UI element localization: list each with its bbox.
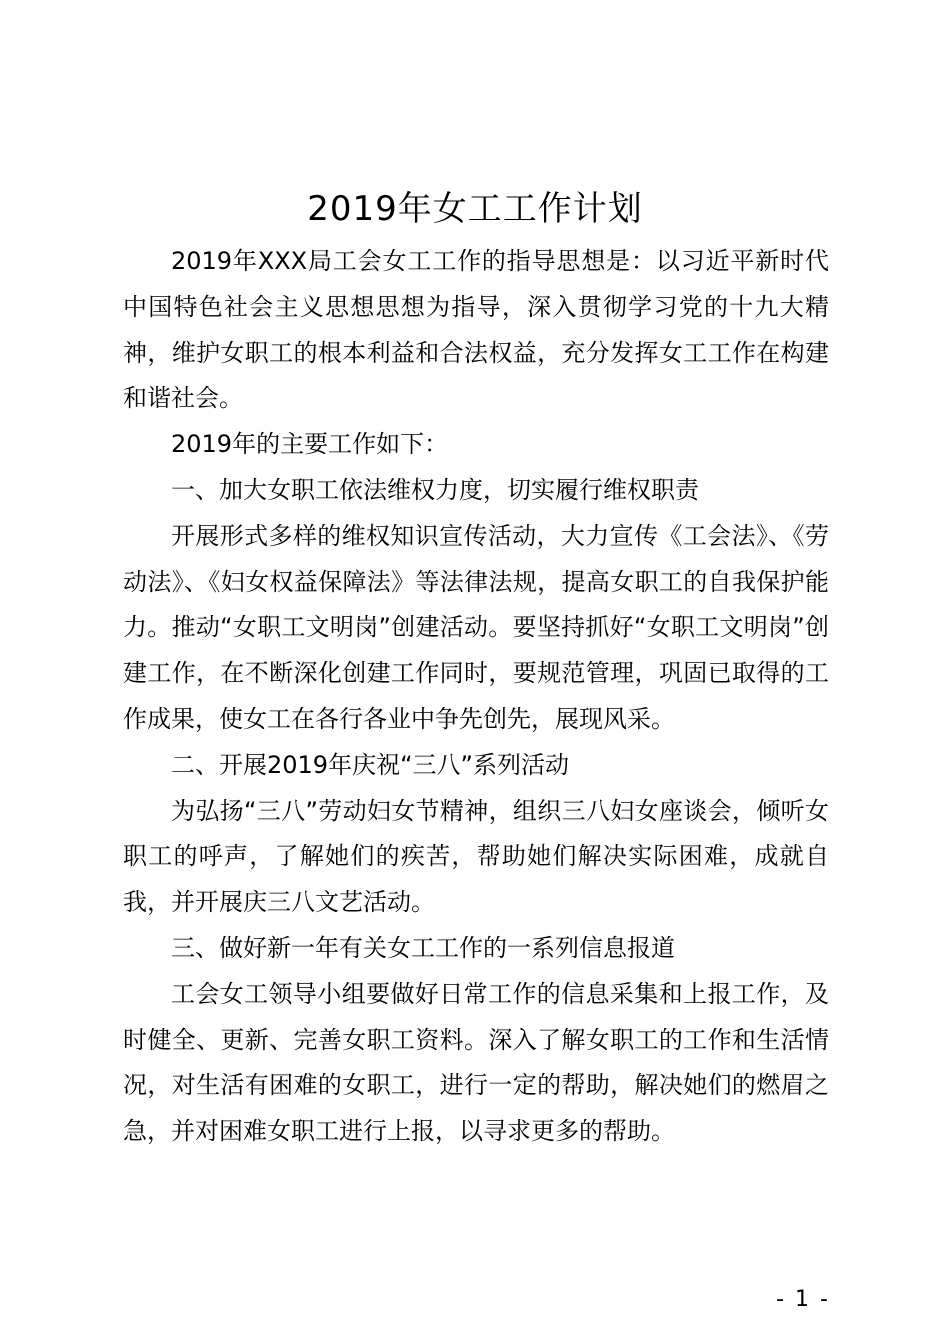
page-number: - 1 - xyxy=(776,1287,830,1312)
section-heading-2: 二、开展2019年庆祝“三八”系列活动 xyxy=(171,750,569,779)
page-title: 2019年女工工作计划 xyxy=(307,189,643,229)
paragraph-section-2: 为弘扬“三八”劳动妇女节精神，组织三八妇女座谈会，倾听女职工的呼声，了解她们的疾苦，帮助她们解决实际困难，成就自我，并开展庆三八文艺活动。 xyxy=(123,796,829,917)
paragraph-section-1: 开展形式多样的维权知识宣传活动，大力宣传《工会法》、《劳动法》、《妇女权益保障法》等法律法规，提高女职工的自我保护能力。推动“女职工文明岗”创建活动。要坚持抓好“女职工文明岗”创建工作，在不断深化创建工作同时，要规范管理，巩固已取得的工作成果，使女工在各行各业中争先创先，展现风采。 xyxy=(123,521,829,733)
section-heading-1: 一、加大女职工依法维权力度，切实履行维权职责 xyxy=(171,475,699,504)
paragraph-main-work-intro: 2019年的主要工作如下： xyxy=(171,430,449,459)
paragraph-guiding-ideology: 2019年XXX局工会女工工作的指导思想是：以习近平新时代中国特色社会主义思想思想为指导，深入贯彻学习党的十九大精神，维护女职工的根本利益和合法权益，充分发挥女工工作在构建和谐社会。 xyxy=(123,247,829,413)
section-heading-3: 三、做好新一年有关女工工作的一系列信息报道 xyxy=(171,933,675,962)
document-body xyxy=(123,239,829,1155)
paragraph-section-3: 工会女工领导小组要做好日常工作的信息采集和上报工作，及时健全、更新、完善女职工资料。深入了解女职工的工作和生活情况，对生活有困难的女职工，进行一定的帮助，解决她们的燃眉之急，并对困难女职工进行上报，以寻求更多的帮助。 xyxy=(123,979,829,1146)
